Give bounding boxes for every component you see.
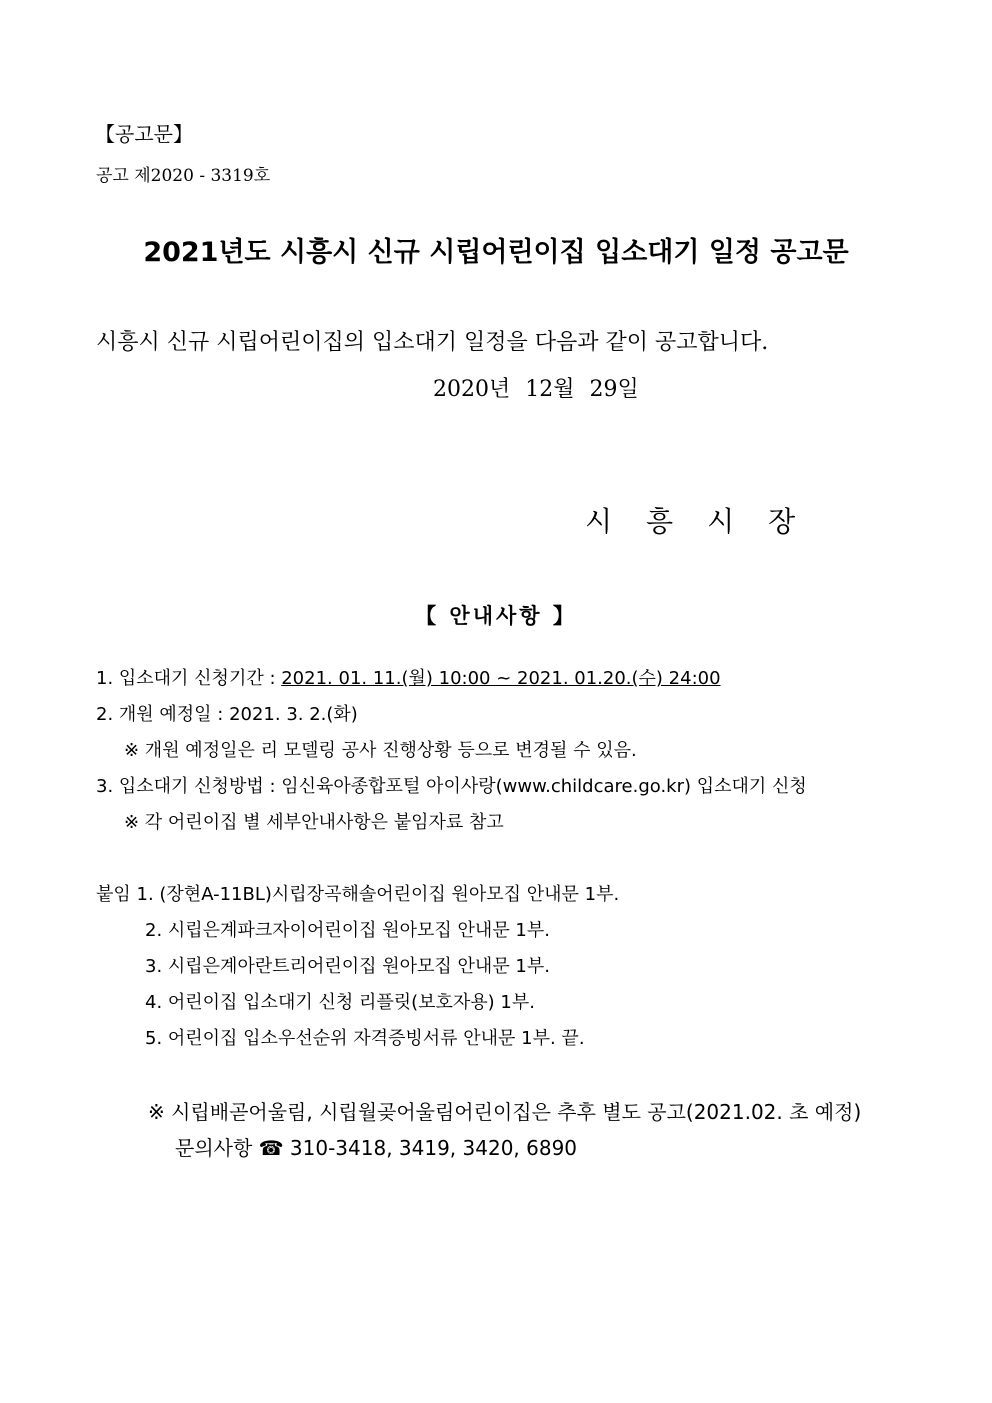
attachment-item: 3. 시립은계아란트리어린이집 원아모집 안내문 1부. (145, 956, 550, 977)
intro-text: 시흥시 신규 시립어린이집의 입소대기 일정을 다음과 같이 공고합니다. (96, 330, 769, 355)
item-opening-date-note: ※ 개원 예정일은 리 모델링 공사 진행상황 등으로 변경될 수 있음. (124, 740, 637, 761)
footer-note: ※ 시립배곧어울림, 시립월곶어울림어린이집은 추후 별도 공고(2021.02. 초 예정) (148, 1100, 862, 1124)
item-application-period-value: 2021. 01. 11.(월) 10:00 ~ 2021. 01.20.(수) 24:00 (281, 668, 721, 689)
notice-label: 【공고문】 (95, 122, 193, 146)
notice-number: 공고 제2020 - 3319호 (96, 166, 271, 186)
item-application-method: 3. 입소대기 신청방법 : 임신육아종합포털 아이사랑(www.childcare.go.kr) 입소대기 신청 (96, 776, 807, 797)
item-application-period (96, 664, 721, 690)
item-application-method-note: ※ 각 어린이집 별 세부안내사항은 붙임자료 참고 (124, 812, 504, 833)
attachment-item: 4. 어린이집 입소대기 신청 리플릿(보호자용) 1부. (145, 992, 535, 1013)
issuer-name: 시흥시장 (585, 505, 830, 538)
notice-date: 2020년 12월 29일 (433, 377, 639, 402)
attachment-item: 5. 어린이집 입소우선순위 자격증빙서류 안내문 1부. 끝. (145, 1028, 585, 1049)
document-title: 2021년도 시흥시 신규 시립어린이집 입소대기 일정 공고문 (143, 237, 849, 268)
attachment-item: 붙임 1. (장현A-11BL)시립장곡해솔어린이집 원아모집 안내문 1부. (96, 884, 620, 905)
contact-info: 문의사항 ☎ 310-3418, 3419, 3420, 6890 (175, 1136, 578, 1160)
guide-heading: 【 안내사항 】 (415, 604, 577, 628)
attachment-item: 2. 시립은계파크자이어린이집 원아모집 안내문 1부. (145, 920, 550, 941)
item-opening-date: 2. 개원 예정일 : 2021. 3. 2.(화) (96, 704, 358, 725)
item-application-period-label: 1. 입소대기 신청기간 : (96, 668, 282, 689)
